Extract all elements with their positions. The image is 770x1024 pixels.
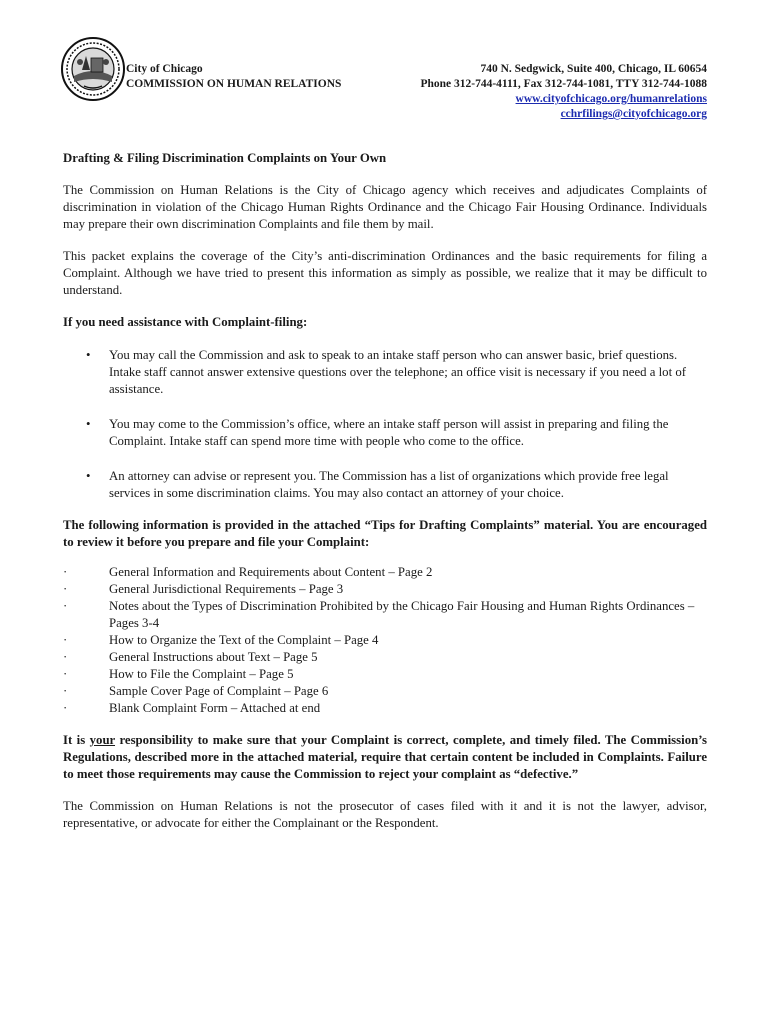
closing-paragraph: The Commission on Human Relations is not the prosecutor of cases filed with it and it is not the lawyer, advisor, representative, or advocate for either the Complainant or the Respondent.: [63, 799, 707, 830]
list-item-text: General Information and Requirements about Content – Page 2: [109, 565, 433, 579]
list-item: [63, 666, 707, 683]
responsibility-paragraph: [63, 732, 707, 783]
assistance-heading: If you need assistance with Complaint-filing:: [63, 315, 308, 329]
phone-fax-tty: Phone 312-744-4111, Fax 312-744-1081, TTY 312-744-1088: [420, 78, 707, 90]
website-link[interactable]: www.cityofchicago.org/humanrelations: [515, 93, 707, 105]
dot-icon: ·: [63, 667, 68, 681]
list-item: [63, 581, 707, 598]
list-item: [63, 598, 707, 632]
list-item: [63, 347, 707, 398]
intro-paragraph: The Commission on Human Relations is the City of Chicago agency which receives and adjudicates Complaints of discrimination in violation of the Chicago Human Rights Ordinance and the Chicago Fair Housing Ordinance. Individuals may prepare their own discrimination Complaints and file them by mail.: [63, 183, 707, 231]
responsibility-lead: It is: [63, 733, 90, 747]
list-item: [63, 564, 707, 581]
list-item-text: You may come to the Commission’s office, where an intake staff person will assist in preparing and filing the Complaint. Intake staff can spend more time with people who come to the office.: [109, 417, 669, 448]
list-item-text: General Jurisdictional Requirements – Page 3: [109, 582, 344, 596]
list-item: [63, 468, 707, 502]
street-address: 740 N. Sedgwick, Suite 400, Chicago, IL 60654: [480, 63, 707, 75]
responsibility-emphasis: your: [89, 733, 116, 747]
list-item: [63, 416, 707, 450]
responsibility-body: responsibility to make sure that your Complaint is correct, complete, and timely filed. The Commission’s Regulations, described more in the attached material, require that certain content be included in Complaints. Failure to meet those requirements may cause the Commission to reject your complaint as “defective.”: [63, 733, 707, 781]
packet-paragraph: This packet explains the coverage of the City’s anti-discrimination Ordinances and the basic requirements for filing a Complaint. Although we have tried to present this information as simply as possible, we realize that it may be difficult to understand.: [63, 249, 707, 297]
tips-intro: The following information is provided in the attached “Tips for Drafting Complaints” material. You are encouraged to review it before you prepare and file your Complaint:: [63, 518, 707, 549]
list-item-text: Blank Complaint Form – Attached at end: [109, 701, 321, 715]
list-item: [63, 683, 707, 700]
list-item-text: Notes about the Types of Discrimination Prohibited by the Chicago Fair Housing and Human Rights Ordinances – Pages 3-4: [109, 599, 695, 630]
list-item-text: General Instructions about Text – Page 5: [109, 650, 318, 664]
bullet-icon: •: [86, 417, 91, 431]
list-item: [63, 649, 707, 666]
list-item: [63, 632, 707, 649]
org-city: City of Chicago: [126, 63, 203, 75]
list-item-text: An attorney can advise or represent you. The Commission has a list of organizations which provide free legal services in some discrimination claims. You may also contact an attorney of your choice.: [109, 469, 669, 500]
document-title: Drafting & Filing Discrimination Complaints on Your Own: [63, 151, 387, 165]
list-item: [63, 700, 707, 717]
dot-icon: ·: [63, 633, 68, 647]
organization-name: [126, 62, 341, 92]
dot-icon: ·: [63, 684, 68, 698]
assistance-list: [63, 347, 707, 502]
list-item-text: How to Organize the Text of the Complaint – Page 4: [109, 633, 379, 647]
dot-icon: ·: [63, 599, 68, 613]
dot-icon: ·: [63, 701, 68, 715]
tips-contents-list: [63, 564, 707, 717]
list-item-text: You may call the Commission and ask to speak to an intake staff person who can answer basic, brief questions. Intake staff cannot answer extensive questions over the telephone; an office visit is necessary if you need a lot of assistance.: [109, 348, 686, 396]
email-link[interactable]: cchrfilings@cityofchicago.org: [560, 108, 707, 120]
bullet-icon: •: [86, 348, 91, 362]
dot-icon: ·: [63, 650, 68, 664]
city-seal-logo: [60, 36, 126, 102]
org-commission: COMMISSION ON HUMAN RELATIONS: [126, 78, 342, 90]
dot-icon: ·: [63, 582, 68, 596]
document-body: [63, 150, 707, 832]
list-item-text: Sample Cover Page of Complaint – Page 6: [109, 684, 329, 698]
contact-block: [420, 62, 707, 122]
bullet-icon: •: [86, 469, 91, 483]
dot-icon: ·: [63, 565, 68, 579]
list-item-text: How to File the Complaint – Page 5: [109, 667, 294, 681]
